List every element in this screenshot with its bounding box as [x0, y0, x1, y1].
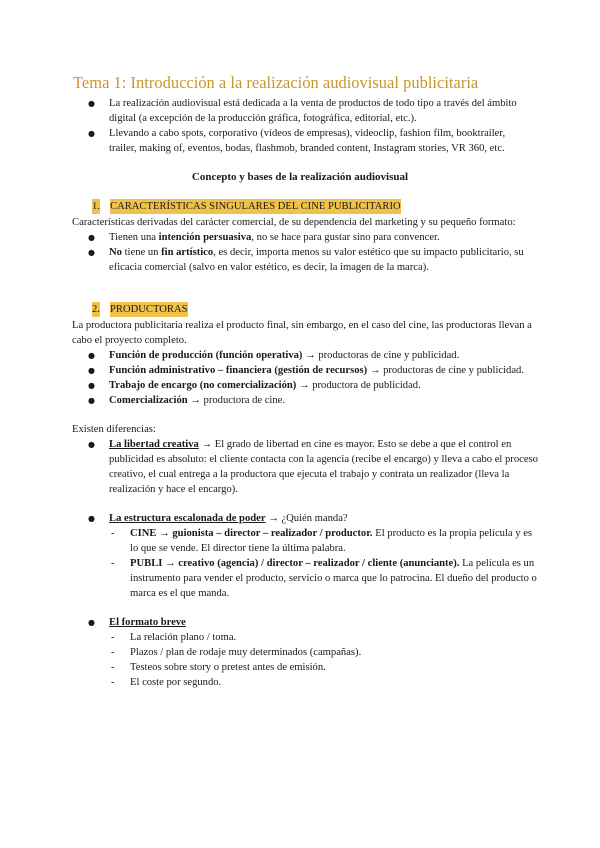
estructura-list: [72, 511, 542, 526]
function-item: ● Función de producción (función operativa) → productoras de cine y publicidad.: [72, 348, 542, 363]
section-intro: Características derivadas del carácter comercial, de su dependencia del marketing y su pequeño formato:: [72, 217, 516, 228]
concept-heading: Concepto y bases de la realización audiovisual: [191, 171, 409, 183]
differences-intro: Existen diferencias:: [72, 424, 156, 435]
section-2: [72, 302, 542, 690]
document-title: Tema 1: Introducción a la realización audiovisual publicitaria: [73, 73, 479, 92]
formato-item: - Plazos / plan de rodaje muy determinados (campañas).: [72, 645, 542, 660]
intro-bullet: ● La realización audiovisual está dedicada a la venta de productos de todo tipo a través del ámbito digital (a excepción de la producción gráfica, fotográfica, editorial, etc.).: [72, 96, 532, 126]
intro-bullet-list: [72, 96, 532, 156]
function-item: ● Comercialización → productora de cine.: [72, 393, 542, 408]
productoras-functions-list: [72, 348, 542, 408]
cine-item: - CINE → guionista – director – realizador / productor. El producto es la propia película y es lo que se vende. El director tiene la última palabra.: [72, 526, 542, 556]
difference-formato: ● El formato breve: [72, 615, 542, 630]
intro-bullet: ● Llevando a cabo spots, corporativo (vídeos de empresas), videoclip, fashion film, booktrailer, trailer, making of, eventos, bodas, flashmob, branded content, Instagram stories, VR 360, etc.: [72, 126, 532, 156]
section-title: CARACTERÍSTICAS SINGULARES DEL CINE PUBLICITARIO: [110, 201, 401, 212]
estructura-sublist: [72, 526, 542, 601]
formato-list: [72, 615, 542, 630]
section-2-heading: [72, 302, 542, 318]
function-item: ● Trabajo de encargo (no comercialización) → productora de publicidad.: [72, 378, 542, 393]
formato-item: - El coste por segundo.: [72, 675, 542, 690]
difference-libertad: ● La libertad creativa → El grado de libertad en cine es mayor. Esto se debe a que el control en publicidad es absoluto: el cliente contacta con la agencia (recibe el encargo) y lleva a cabo el proceso creativo, el cual entrega a la productora que ejecuta el trabajo y contrata un realizador (lleva la realización y hace el encargo).: [72, 437, 542, 497]
formato-sublist: [72, 630, 542, 690]
section-number: 2.: [92, 304, 100, 315]
section-1: [72, 199, 542, 275]
formato-item: - Testeos sobre story o pretest antes de emisión.: [72, 660, 542, 675]
publi-item: - PUBLI → creativo (agencia) / director – realizador / cliente (anunciante). La película es un instrumento para vender el producto, servicio o marca que lo patrocina. El dueño del producto o marca es el que manda.: [72, 556, 542, 601]
section-1-heading: [72, 199, 542, 215]
section-number: 1.: [92, 201, 100, 212]
section-1-bullets: [72, 230, 542, 275]
section-intro: La productora publicitaria realiza el producto final, sin embargo, en el caso del cine, las productoras llevan a cabo el proyecto completo.: [72, 320, 532, 346]
function-item: ● Función administrativo – financiera (gestión de recursos) → productoras de cine y publicidad.: [72, 363, 542, 378]
bullet-item: ● Tienen una intención persuasiva, no se hace para gustar sino para convencer.: [72, 230, 542, 245]
section-title: PRODUCTORAS: [110, 304, 188, 315]
bullet-item: ● No tiene un fin artístico, es decir, importa menos su valor estético que su impacto publicitario, su eficacia comercial (salvo en valor estético, es decir, la imagen de la marca).: [72, 245, 542, 275]
difference-estructura: ● La estructura escalonada de poder → ¿Quién manda?: [72, 511, 542, 526]
differences-list: [72, 437, 542, 497]
formato-item: - La relación plano / toma.: [72, 630, 542, 645]
